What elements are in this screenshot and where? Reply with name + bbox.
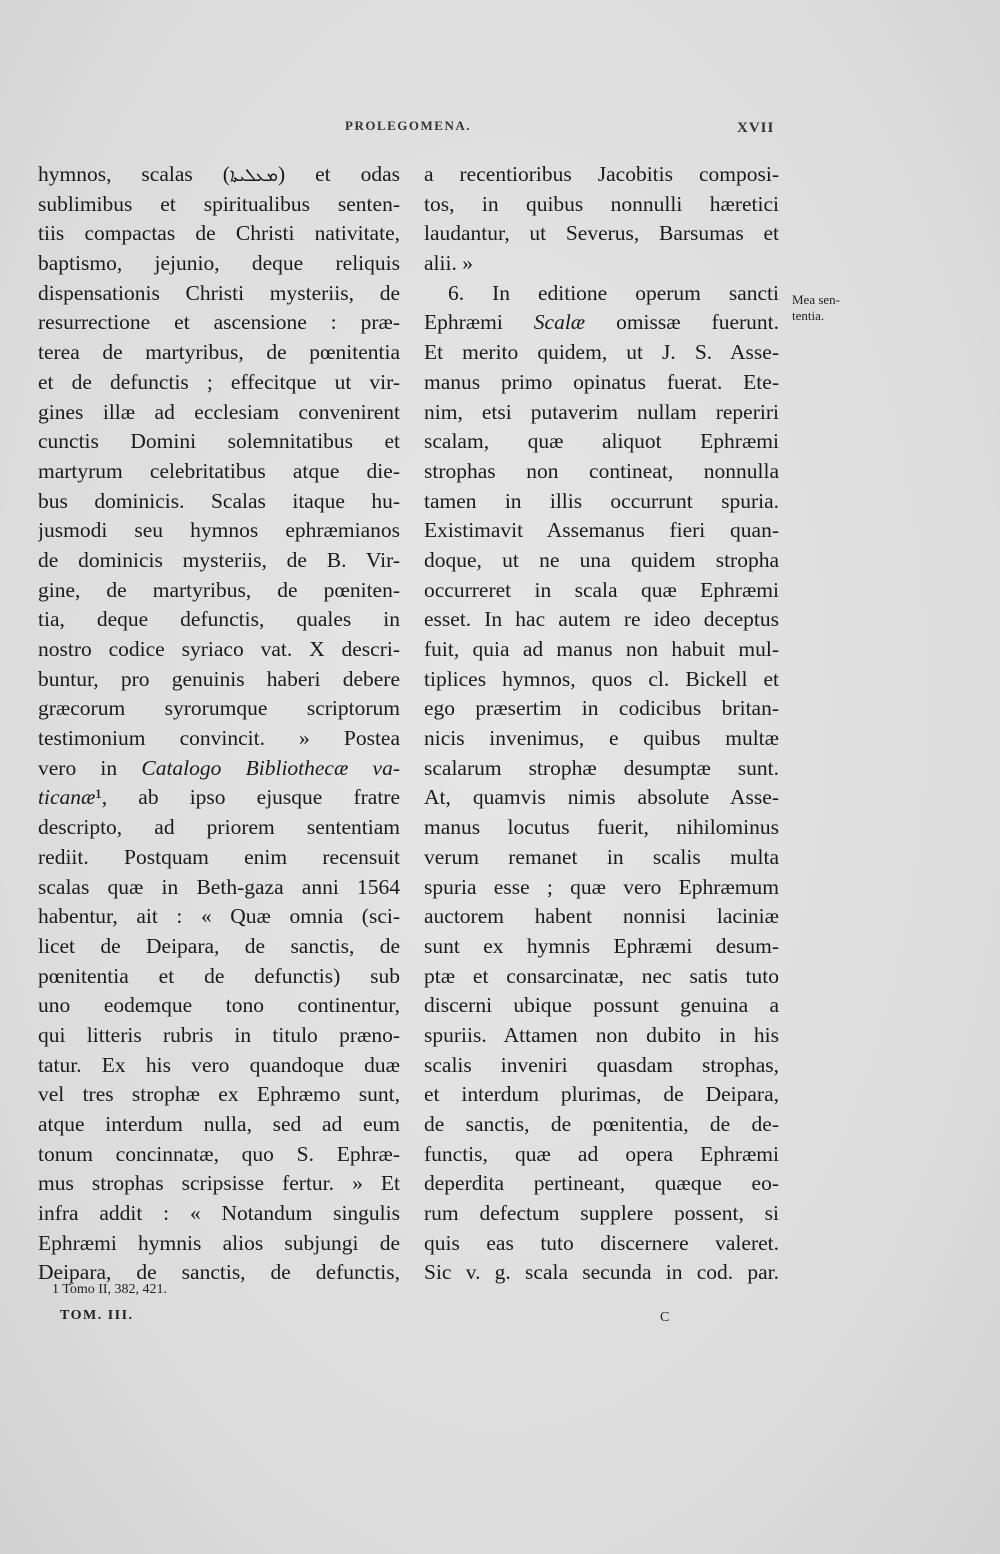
text-line: Deipara, de sanctis, de defunctis, — [38, 1260, 400, 1285]
text-line: doque, ut ne una quidem stropha — [424, 547, 779, 572]
text-line: tia, deque defunctis, quales in — [38, 607, 400, 632]
text-line: laudantur, ut Severus, Barsumas et — [424, 221, 779, 246]
text-line: de dominicis mysteriis, de B. Vir- — [38, 547, 400, 572]
text-line: tiplices hymnos, quos cl. Bickell et — [424, 666, 779, 691]
text-line: bus dominicis. Scalas itaque hu- — [38, 488, 400, 513]
text-run: Ephræmi — [424, 310, 534, 335]
text-line: tonum concinnatæ, quo S. Ephræ- — [38, 1141, 400, 1166]
text-line: rediit. Postquam enim recensuit — [38, 844, 400, 869]
text-line: discerni ubique possunt genuina a — [424, 993, 779, 1018]
text-line: spuria esse ; quæ vero Ephræmum — [424, 874, 779, 899]
text-line: pœnitentia et de defunctis) sub — [38, 963, 400, 988]
marginal-note — [792, 292, 840, 324]
text-line: infra addit : « Notandum singulis — [38, 1201, 400, 1226]
running-head: PROLEGOMENA. — [345, 118, 471, 133]
text-line: resurrectione et ascensione : præ- — [38, 310, 400, 335]
text-line: deperdita pertineant, quæque eo- — [424, 1171, 779, 1196]
text-line — [424, 308, 779, 338]
volume-signature: TOM. III. — [60, 1308, 134, 1323]
text-line: scalarum strophæ desumptæ sunt. — [424, 755, 779, 780]
text-run: vero in — [38, 755, 142, 780]
text-line: manus primo opinatus fuerat. Ete- — [424, 369, 779, 394]
text-line: tiis compactas de Christi nativitate, — [38, 221, 400, 246]
text-line — [38, 754, 400, 784]
text-line: nostro codice syriaco vat. X descri- — [38, 637, 400, 661]
text-line: vel tres strophæ ex Ephræmo sunt, — [38, 1082, 400, 1107]
italic-title: Catalogo Bibliothecæ va- — [141, 755, 400, 780]
text-line: descripto, ad priorem sententiam — [38, 815, 400, 840]
text-line: Ephræmi hymnis alios subjungi de — [38, 1230, 400, 1255]
text-line: alii. » — [424, 251, 473, 276]
text-line: strophas non contineat, nonnulla — [424, 458, 779, 483]
text-line: nicis invenimus, e quibus multæ — [424, 726, 779, 751]
text-line: dispensationis Christi mysteriis, de — [38, 280, 400, 305]
text-line: et de defunctis ; effecitque ut vir- — [38, 369, 400, 394]
text-line: scalis inveniri quasdam strophas, — [424, 1052, 779, 1077]
text-line: jusmodi seu hymnos ephræmianos — [38, 518, 400, 543]
text-run: ¹, ab ipso ejusque fratre — [95, 785, 400, 810]
text-line: tos, in quibus nonnulli hæretici — [424, 191, 779, 216]
text-line: Et merito quidem, ut J. S. Asse- — [424, 340, 779, 365]
text-line: 6. In editione operum sancti — [448, 280, 779, 305]
text-line: qui litteris rubris in titulo præno- — [38, 1022, 400, 1047]
text-line: Sic v. g. scala secunda in cod. par. — [424, 1260, 779, 1285]
text-run: omissæ fuerunt. — [585, 310, 779, 335]
text-line: auctorem habent nonnisi laciniæ — [424, 904, 779, 929]
text-run: ) et odas — [277, 162, 400, 186]
italic-title: ticanæ — [38, 785, 96, 810]
page-number: XVII — [737, 120, 775, 136]
text-line — [38, 783, 400, 813]
text-line: tatur. Ex his vero quandoque duæ — [38, 1052, 400, 1077]
text-line: sublimibus et spiritualibus senten- — [38, 191, 400, 216]
gathering-signature: C — [660, 1310, 670, 1325]
right-column — [424, 160, 779, 1288]
text-line: ego præsertim in codicibus britan- — [424, 696, 779, 721]
text-line: occurreret in scala quæ Ephræmi — [424, 577, 779, 602]
text-line: licet de Deipara, de sanctis, de — [38, 933, 400, 958]
text-line: gine, de martyribus, de pœniten- — [38, 577, 400, 602]
text-line: tamen in illis occurrunt spuria. — [424, 488, 779, 513]
text-line: græcorum syrorumque scriptorum — [38, 696, 400, 721]
text-line: a recentioribus Jacobitis composi- — [424, 162, 779, 186]
text-line: habentur, ait : « Quæ omnia (sci- — [38, 904, 400, 929]
text-line: verum remanet in scalis multa — [424, 844, 779, 869]
text-run: hymnos, scalas ( — [38, 162, 230, 186]
text-line: scalas quæ in Beth-gaza anni 1564 — [38, 874, 400, 899]
text-line: scalam, quæ aliquot Ephræmi — [424, 429, 779, 454]
footnote: 1 Tomo II, 382, 421. — [52, 1282, 168, 1297]
text-line: sunt ex hymnis Ephræmi desum- — [424, 933, 779, 958]
text-line: nim, etsi putaverim nullam reperiri — [424, 399, 779, 424]
syriac-word: ܡܥܠܝܬܐ — [229, 165, 278, 186]
text-line: atque interdum nulla, sed ad eum — [38, 1112, 400, 1136]
text-line: terea de martyribus, de pœnitentia — [38, 340, 400, 365]
text-line: cunctis Domini solemnitatibus et — [38, 429, 400, 454]
text-line: buntur, pro genuinis haberi debere — [38, 666, 400, 691]
text-line: gines illæ ad ecclesiam convenirent — [38, 399, 400, 424]
text-line — [38, 160, 400, 190]
text-line: manus locutus fuerit, nihilominus — [424, 815, 779, 840]
text-line: martyrum celebritatibus atque die- — [38, 458, 400, 483]
marginal-note-line: Mea sen- — [792, 292, 841, 307]
text-line: mus strophas scripsisse fertur. » Et — [38, 1171, 400, 1196]
text-line: rum defectum supplere possent, si — [424, 1201, 779, 1226]
text-line: quis eas tuto discernere valeret. — [424, 1230, 779, 1255]
text-line: testimonium convincit. » Postea — [38, 726, 400, 751]
text-line: ptæ et consarcinatæ, nec satis tuto — [424, 963, 779, 988]
text-line: de sanctis, de pœnitentia, de de- — [424, 1112, 779, 1136]
text-line: At, quamvis nimis absolute Asse- — [424, 785, 779, 810]
left-column — [38, 160, 400, 1288]
marginal-note-line: tentia. — [792, 308, 825, 323]
italic-title: Scalæ — [533, 310, 586, 335]
text-line: esset. In hac autem re ideo deceptus — [424, 607, 779, 632]
text-line: uno eodemque tono continentur, — [38, 993, 400, 1018]
text-line: functis, quæ ad opera Ephræmi — [424, 1141, 779, 1166]
text-line: spuriis. Attamen non dubito in his — [424, 1022, 779, 1047]
text-line: fuit, quia ad manus non habuit mul- — [424, 637, 779, 661]
text-line: Existimavit Assemanus fieri quan- — [424, 518, 779, 543]
text-line: et interdum plurimas, de Deipara, — [424, 1082, 779, 1107]
text-line: baptismo, jejunio, deque reliquis — [38, 251, 400, 276]
